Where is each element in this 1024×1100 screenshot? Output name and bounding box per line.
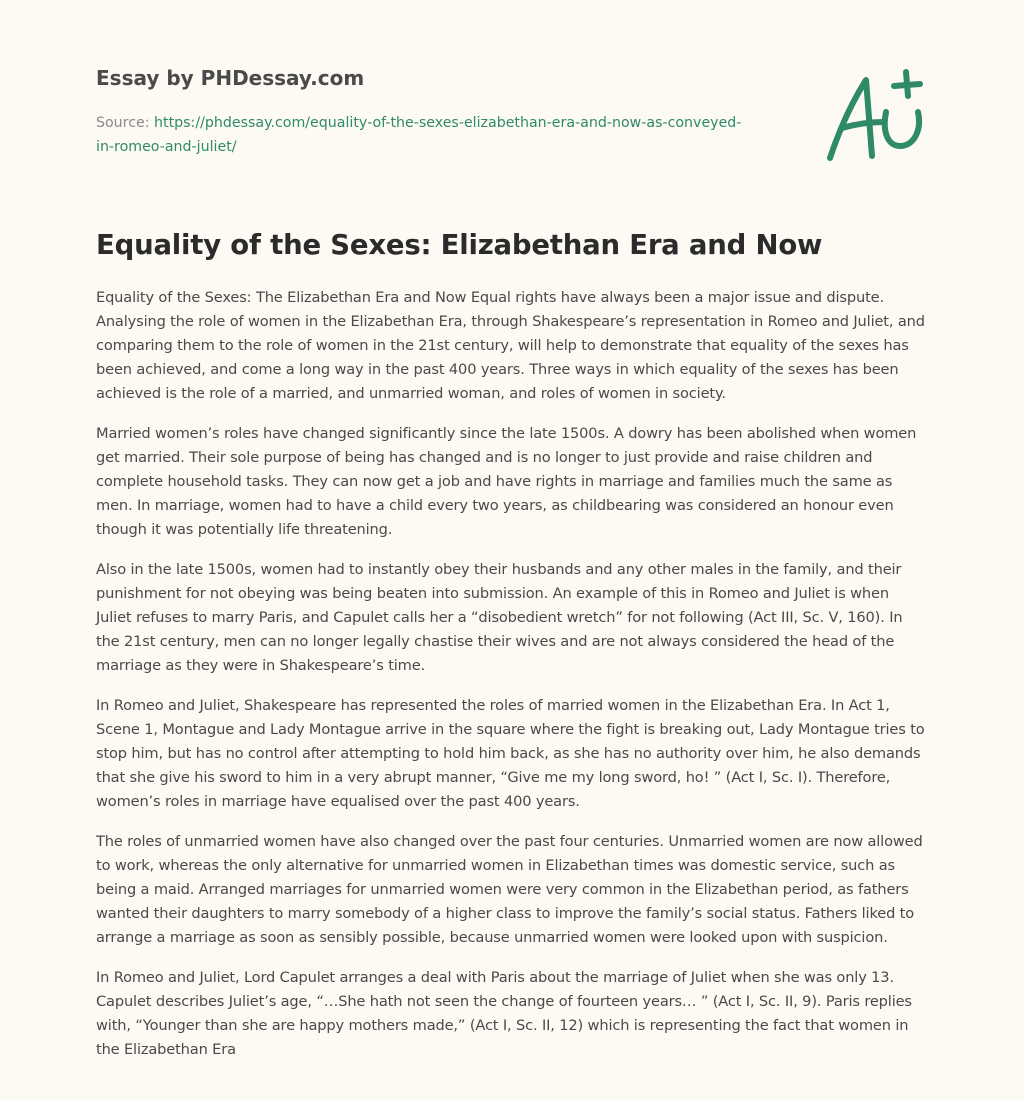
brand-title: Essay by PHDessay.com [96,66,365,90]
source-link[interactable]: https://phdessay.com/equality-of-the-sexes-elizabethan-era-and-now-as-conveyed-in-romeo-and-juliet/ [96,115,742,155]
document-header [96,64,756,159]
paragraph: Equality of the Sexes: The Elizabethan Era and Now Equal rights have always been a major issue and dispute. Analysing the role of women in the Elizabethan Era, through Shakespeare’s representation in Romeo and Juliet, and comparing them to the role of women in the 21st century, will help to demonstrate that equality of the sexes has been achieved, and come a long way in the past 400 years. Three ways in which equality of the sexes has been achieved is the role of a married, and unmarried woman, and roles of women in society. [96,289,925,402]
essay-title: Equality of the Sexes: Elizabethan Era and Now [96,229,823,261]
paragraph: In Romeo and Juliet, Lord Capulet arranges a deal with Paris about the marriage of Juliet when she was only 13. Capulet describes Juliet’s age, “…She hath not seen the change of fourteen years… ” (Act I, Sc. II, 9). Paris replies with, “Younger than she are happy mothers made,” (Act I, Sc. II, 12) which is representing the fact that women in the Elizabethan Era [96,969,912,1058]
paragraph: Married women’s roles have changed significantly since the late 1500s. A dowry has been abolished when women get married. Their sole purpose of being has changed and is no longer to just provide and raise children and complete household tasks. They can now get a job and have rights in marriage and families much the same as men. In marriage, women had to have a child every two years, as childbearing was considered an honour even though it was potentially life threatening. [96,425,917,538]
source-label: Source: [96,115,155,131]
a-plus-logo-icon [822,66,932,166]
essay-body [96,286,928,1078]
paragraph: Also in the late 1500s, women had to instantly obey their husbands and any other males in the family, and their punishment for not obeying was being beaten into submission. An example of this in Romeo and Juliet is when Juliet refuses to marry Paris, and Capulet calls her a “disobedient wretch” for not following (Act III, Sc. V, 160). In the 21st century, men can no longer legally chastise their wives and are not always considered the head of the marriage as they were in Shakespeare’s time. [96,561,903,674]
paragraph: The roles of unmarried women have also changed over the past four centuries. Unmarried women are now allowed to work, whereas the only alternative for unmarried women in Elizabethan times was domestic service, such as being a maid. Arranged marriages for unmarried women were very common in the Elizabethan period, as fathers wanted their daughters to marry somebody of a higher class to improve the family’s social status. Fathers liked to arrange a marriage as soon as sensibly possible, because unmarried women were looked upon with suspicion. [96,833,923,946]
source-line [96,111,756,159]
paragraph: In Romeo and Juliet, Shakespeare has represented the roles of married women in the Elizabethan Era. In Act 1, Scene 1, Montague and Lady Montague arrive in the square where the fight is breaking out, Lady Montague tries to stop him, but has no control after attempting to hold him back, as she has no authority over him, he also demands that she give his sword to him in a very abrupt manner, “Give me my long sword, ho! ” (Act I, Sc. I). Therefore, women’s roles in marriage have equalised over the past 400 years. [96,697,925,810]
